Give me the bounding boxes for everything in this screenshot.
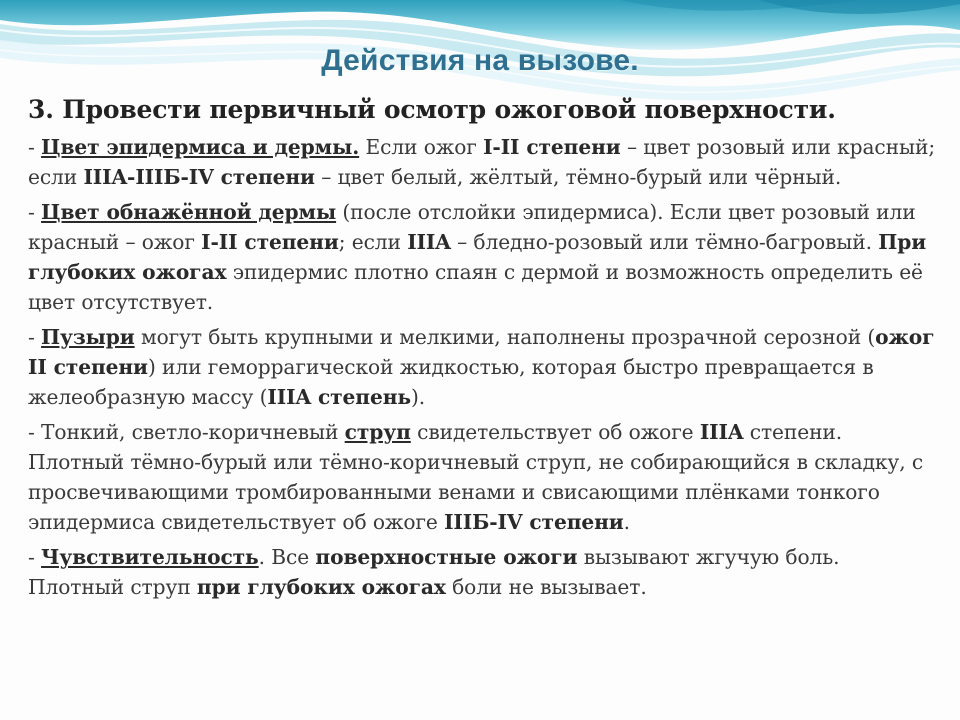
paragraph-sensitivity bbox=[28, 542, 938, 602]
paragraph-scab bbox=[28, 417, 938, 537]
text: . bbox=[623, 510, 630, 534]
bold-degree: IIIA bbox=[407, 230, 451, 254]
text: ). bbox=[411, 385, 426, 409]
paragraph-blisters bbox=[28, 322, 938, 412]
slide-content bbox=[28, 94, 938, 607]
paragraph-epidermis-color bbox=[28, 132, 938, 192]
bold-degree: IIIБ-IV степени bbox=[444, 510, 624, 534]
text: – бледно-розовый или тёмно-багровый. bbox=[450, 230, 879, 254]
text: . Все bbox=[258, 545, 316, 569]
text: ) или геморрагической жидкостью, которая быстро превращается в желеобразную массу ( bbox=[28, 355, 874, 409]
bold-phrase: поверхностные ожоги bbox=[315, 545, 578, 569]
bold-degree: I-II степени bbox=[201, 230, 339, 254]
text: степени. Плотный тёмно-бурый или тёмно-коричневый струп, не собирающийся в складку, с просвечивающими тромбированными венами и свисающими плёнками тонкого эпидермиса свидетельствует об ожоге bbox=[28, 420, 924, 534]
term-epidermis-color: Цвет эпидермиса и дермы. bbox=[41, 135, 360, 159]
bold-degree: ожог II степени bbox=[28, 325, 935, 379]
text: боли не вызывает. bbox=[445, 575, 647, 599]
term-sensitivity: Чувствительность bbox=[41, 545, 259, 569]
term-dermis-color: Цвет обнажённой дермы bbox=[41, 200, 337, 224]
term-blisters: Пузыри bbox=[41, 325, 135, 349]
text: Если ожог bbox=[359, 135, 484, 159]
dash: - bbox=[28, 325, 42, 349]
dash: - bbox=[28, 545, 42, 569]
text: - Тонкий, светло-коричневый bbox=[28, 420, 345, 444]
bold-phrase: при глубоких ожогах bbox=[196, 575, 446, 599]
bold-degree: I-II степени bbox=[483, 135, 621, 159]
text: свидетельствует об ожоге bbox=[410, 420, 700, 444]
bold-degree: IIIA степень bbox=[267, 385, 411, 409]
text: (после отслойки эпидермиса). Если цвет розовый или красный – ожог bbox=[28, 200, 916, 254]
bold-degree: IIIA-IIIБ-IV степени bbox=[83, 165, 315, 189]
text: ; если bbox=[338, 230, 408, 254]
text: – цвет розовый или красный; если bbox=[28, 135, 936, 189]
term-scab: струп bbox=[344, 420, 411, 444]
text: эпидермис плотно спаян с дермой и возможность определить её цвет отсутствует. bbox=[28, 260, 923, 314]
paragraph-dermis-color bbox=[28, 197, 938, 317]
dash: - bbox=[28, 135, 42, 159]
slide-title: Действия на вызове. bbox=[321, 44, 639, 77]
bold-phrase: При глубоких ожогах bbox=[28, 230, 927, 284]
dash: - bbox=[28, 200, 42, 224]
section-heading: 3. Провести первичный осмотр ожоговой поверхности. bbox=[28, 95, 836, 124]
text: – цвет белый, жёлтый, тёмно-бурый или чёрный. bbox=[314, 165, 842, 189]
text: вызывают жгучую боль. Плотный струп bbox=[28, 545, 840, 599]
text: могут быть крупными и мелкими, наполнены прозрачной серозной ( bbox=[134, 325, 876, 349]
bold-degree: IIIA bbox=[699, 420, 744, 444]
